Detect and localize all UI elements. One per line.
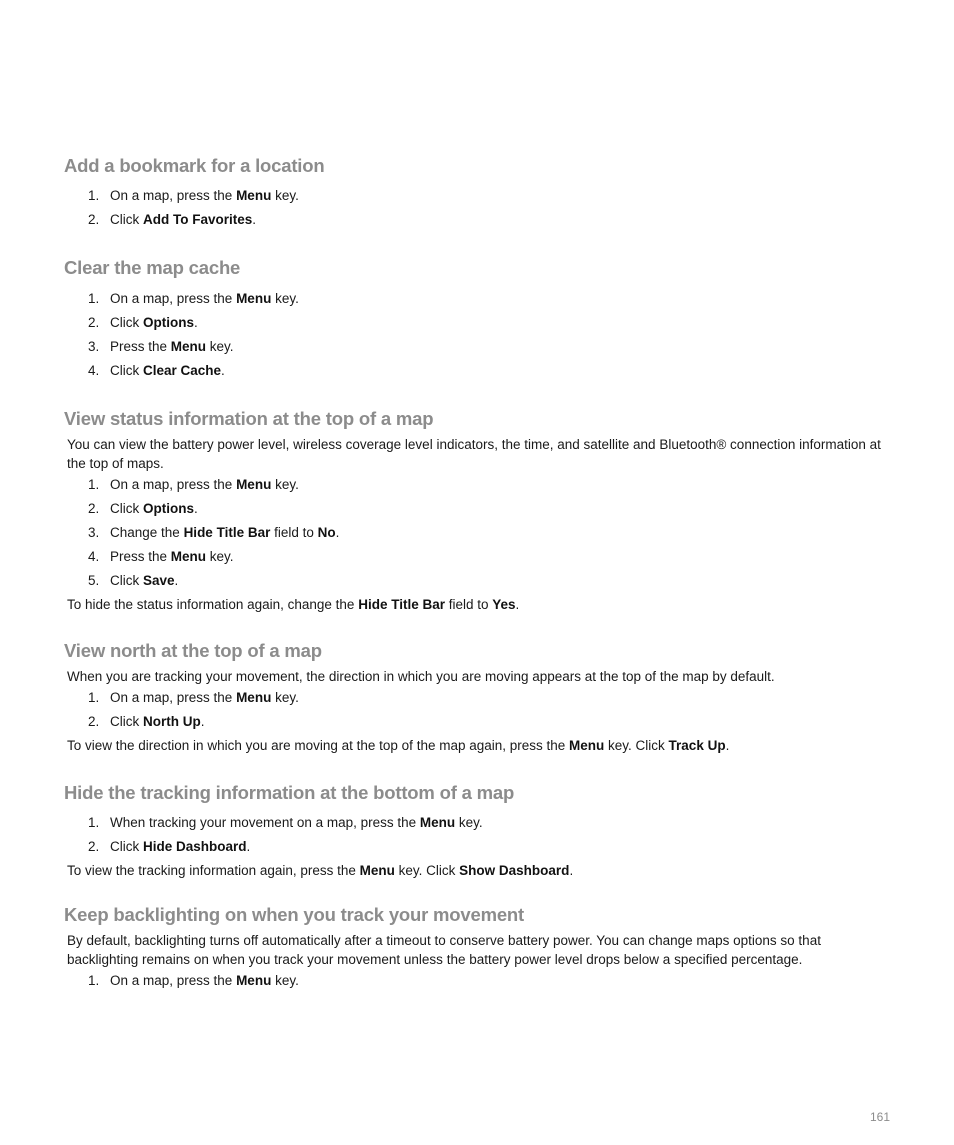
section-clear-cache	[64, 256, 894, 383]
step-item	[64, 710, 894, 734]
step-number: 1.	[88, 291, 100, 306]
page-number: 161	[869, 1110, 890, 1124]
intro-paragraph: By default, backlighting turns off automatically after a timeout to conserve battery power. You can change maps options so that backlighting remains on when you track your movement unless the battery power level drops below a specified percentage.	[67, 933, 821, 967]
step-text: Click Options.	[110, 315, 198, 330]
step-text: On a map, press the Menu key.	[110, 690, 299, 705]
step-number: 4.	[88, 363, 100, 378]
section-add-bookmark	[64, 154, 894, 232]
bold-term: Show Dashboard	[459, 863, 570, 878]
bold-term: Menu	[236, 291, 272, 306]
step-number: 1.	[88, 188, 100, 203]
section-heading: View status information at the top of a map	[64, 408, 434, 429]
intro-paragraph: When you are tracking your movement, the direction in which you are moving appears at the top of the map by default.	[67, 669, 775, 684]
step-text: When tracking your movement on a map, press the Menu key.	[110, 815, 483, 830]
bold-term: Menu	[170, 339, 207, 354]
bold-term: Menu	[569, 738, 605, 753]
bold-term: Track Up	[668, 738, 726, 753]
step-text: Click Hide Dashboard.	[110, 839, 251, 854]
step-text: On a map, press the Menu key.	[110, 188, 299, 203]
section-heading: Add a bookmark for a location	[64, 155, 325, 176]
bold-term: Save	[143, 573, 175, 588]
bold-term: North Up	[143, 714, 201, 729]
step-item	[64, 184, 894, 208]
step-number: 1.	[88, 973, 100, 988]
step-number: 2.	[88, 839, 100, 854]
bold-term: Menu	[236, 690, 272, 705]
step-number: 1.	[88, 690, 100, 705]
step-number: 5.	[88, 573, 100, 588]
step-item	[64, 208, 894, 232]
step-item	[64, 311, 894, 335]
step-item	[64, 473, 894, 497]
step-list	[64, 969, 894, 993]
bold-term: Hide Dashboard	[143, 839, 247, 854]
step-number: 2.	[88, 315, 100, 330]
bold-term: Clear Cache	[143, 363, 222, 378]
bold-term: Options	[143, 315, 194, 330]
section-heading: Hide the tracking information at the bottom of a map	[64, 782, 515, 803]
bold-term: Menu	[170, 549, 207, 564]
section-heading: Keep backlighting on when you track your movement	[64, 904, 524, 925]
outro-paragraph: To view the direction in which you are moving at the top of the map again, press the Menu key. Click Track Up.	[67, 738, 730, 753]
step-list	[64, 184, 894, 232]
section-north-up	[64, 639, 894, 758]
step-text: Click North Up.	[110, 714, 205, 729]
step-list	[64, 811, 894, 859]
step-list	[64, 473, 894, 593]
step-item	[64, 811, 894, 835]
step-item	[64, 969, 894, 993]
step-number: 2.	[88, 501, 100, 516]
section-hide-tracking	[64, 781, 894, 883]
step-item	[64, 287, 894, 311]
step-text: On a map, press the Menu key.	[110, 477, 299, 492]
step-number: 1.	[88, 815, 100, 830]
step-number: 4.	[88, 549, 100, 564]
bold-term: Options	[143, 501, 194, 516]
step-text: Press the Menu key.	[110, 549, 234, 564]
bold-term: No	[317, 525, 336, 540]
step-text: Change the Hide Title Bar field to No.	[110, 525, 340, 540]
bold-term: Menu	[236, 477, 272, 492]
section-heading: Clear the map cache	[64, 257, 241, 278]
step-item	[64, 497, 894, 521]
step-item	[64, 335, 894, 359]
bold-term: Menu	[236, 973, 272, 988]
bold-term: Hide Title Bar	[183, 525, 271, 540]
bold-term: Yes	[492, 597, 516, 612]
bold-term: Menu	[419, 815, 456, 830]
step-text: On a map, press the Menu key.	[110, 291, 299, 306]
bold-term: Hide Title Bar	[358, 597, 445, 612]
outro-paragraph: To hide the status information again, change the Hide Title Bar field to Yes.	[67, 597, 520, 612]
section-backlighting	[64, 903, 894, 993]
step-number: 3.	[88, 339, 100, 354]
step-item	[64, 835, 894, 859]
step-text: Click Save.	[110, 573, 179, 588]
section-status-info	[64, 407, 894, 617]
step-number: 2.	[88, 212, 100, 227]
step-text: Click Add To Favorites.	[110, 212, 257, 227]
bold-term: Add To Favorites	[143, 212, 253, 227]
bold-term: Menu	[236, 188, 272, 203]
step-text: Click Options.	[110, 501, 198, 516]
intro-paragraph: You can view the battery power level, wireless coverage level indicators, the time, and satellite and Bluetooth® connection information at the top of maps.	[67, 437, 881, 471]
section-heading: View north at the top of a map	[64, 640, 322, 661]
step-number: 2.	[88, 714, 100, 729]
step-item	[64, 359, 894, 383]
step-item	[64, 569, 894, 593]
step-text: Press the Menu key.	[110, 339, 234, 354]
bold-term: Menu	[359, 863, 395, 878]
step-list	[64, 686, 894, 734]
step-item	[64, 545, 894, 569]
step-item	[64, 686, 894, 710]
step-list	[64, 287, 894, 383]
step-text: On a map, press the Menu key.	[110, 973, 299, 988]
step-item	[64, 521, 894, 545]
step-number: 3.	[88, 525, 100, 540]
outro-paragraph: To view the tracking information again, press the Menu key. Click Show Dashboard.	[67, 863, 574, 878]
step-text: Click Clear Cache.	[110, 363, 225, 378]
step-number: 1.	[88, 477, 100, 492]
